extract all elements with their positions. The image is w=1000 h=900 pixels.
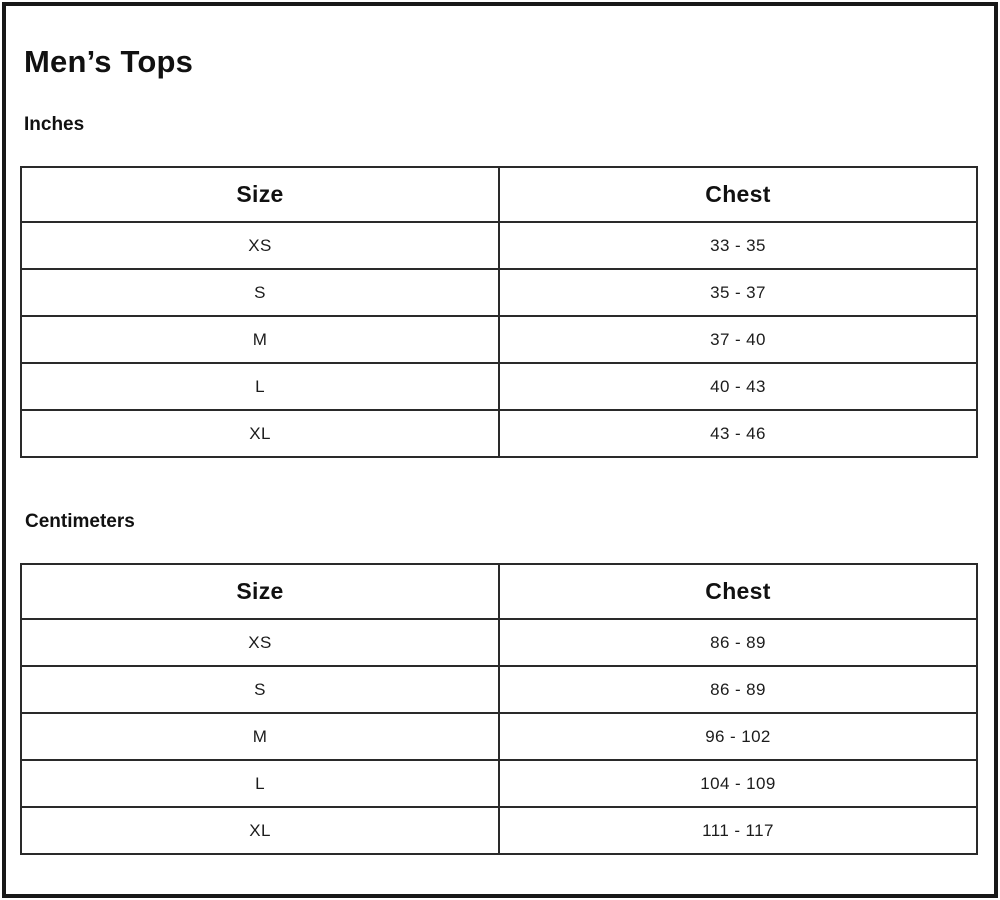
column-header-chest: Chest <box>499 564 977 619</box>
table-row <box>21 713 977 760</box>
size-cell: S <box>21 666 499 713</box>
chest-cell: 86 - 89 <box>499 619 977 666</box>
size-cell: M <box>21 316 499 363</box>
chest-cell: 43 - 46 <box>499 410 977 457</box>
size-cell: XL <box>21 807 499 854</box>
section-label-centimeters: Centimeters <box>25 511 135 532</box>
table-row <box>21 222 977 269</box>
chest-cell: 104 - 109 <box>499 760 977 807</box>
page-title: Men’s Tops <box>24 44 194 79</box>
section-label-inches: Inches <box>24 114 85 135</box>
table-row <box>21 269 977 316</box>
column-header-size: Size <box>21 564 499 619</box>
chest-cell: 37 - 40 <box>499 316 977 363</box>
chest-cell: 96 - 102 <box>499 713 977 760</box>
size-cell: XS <box>21 619 499 666</box>
chest-cell: 33 - 35 <box>499 222 977 269</box>
size-cell: M <box>21 713 499 760</box>
size-cell: XS <box>21 222 499 269</box>
column-header-chest: Chest <box>499 167 977 222</box>
size-cell: L <box>21 363 499 410</box>
size-cell: XL <box>21 410 499 457</box>
size-table-inches <box>20 166 978 458</box>
table-row <box>21 666 977 713</box>
chest-cell: 40 - 43 <box>499 363 977 410</box>
chest-cell: 86 - 89 <box>499 666 977 713</box>
table-row <box>21 760 977 807</box>
size-cell: L <box>21 760 499 807</box>
table-row <box>21 619 977 666</box>
table-header-row <box>21 167 977 222</box>
size-table-centimeters <box>20 563 978 855</box>
chest-cell: 111 - 117 <box>499 807 977 854</box>
chest-cell: 35 - 37 <box>499 269 977 316</box>
table-row <box>21 410 977 457</box>
table-row <box>21 363 977 410</box>
size-cell: S <box>21 269 499 316</box>
table-header-row <box>21 564 977 619</box>
column-header-size: Size <box>21 167 499 222</box>
table-row <box>21 316 977 363</box>
table-row <box>21 807 977 854</box>
